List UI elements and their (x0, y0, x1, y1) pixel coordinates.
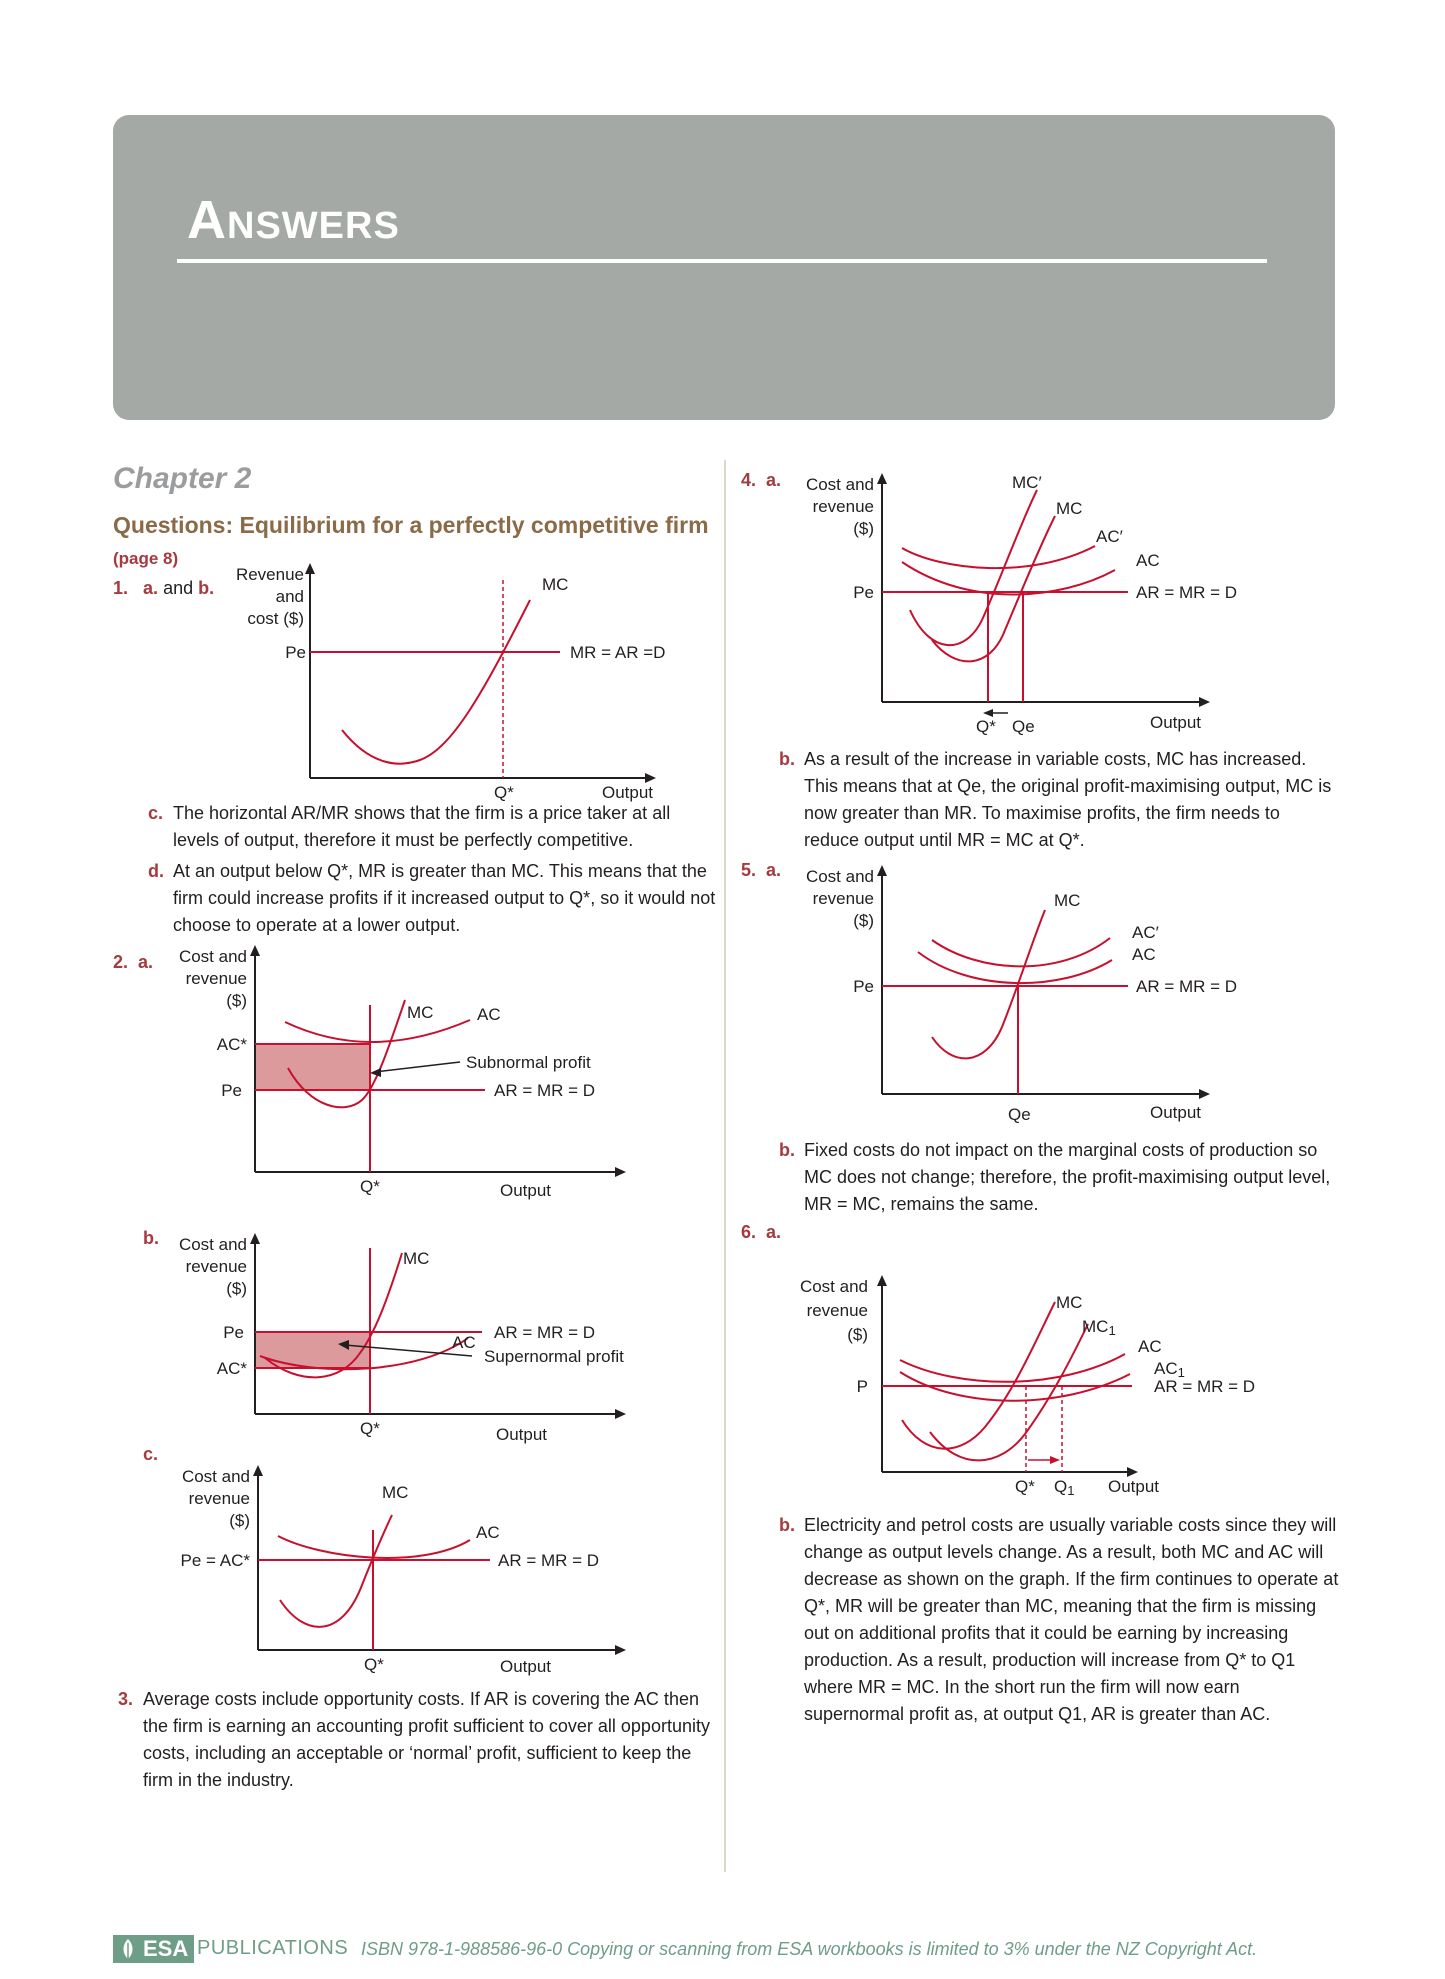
y-label-2: revenue (185, 969, 247, 988)
line-label: AR = MR = D (494, 1081, 596, 1100)
ac-curve (285, 1020, 470, 1042)
q3-text: Average costs include opportunity costs. If AR is covering the AC then the firm is earning an accounting profit sufficient to cover all opportunity costs, including an acceptable or ‘normal’ profit, sufficient to keep the firm in the industry. (143, 1689, 710, 1790)
q1-part-a: a. (143, 578, 159, 598)
q1-c-letter: c. (148, 803, 164, 823)
copyright-note: ISBN 978-1-988586-96-0 Copying or scanning from ESA workbooks is limited to 3% under the NZ Copyright Act. (361, 1939, 1258, 1959)
profit-pointer (375, 1062, 460, 1072)
publisher-name: PUBLICATIONS (197, 1937, 349, 1959)
pe-label: Pe (853, 583, 874, 602)
ac-label: AC (1136, 551, 1160, 570)
q4-number: 4. (741, 470, 757, 490)
pe-label: Pe (221, 1081, 242, 1100)
chart-q4a (790, 470, 1270, 740)
mc1-label: MC1 (1082, 1317, 1116, 1338)
q1-label (113, 578, 214, 599)
esa-logo (113, 1935, 194, 1963)
q4-part-a: a. (766, 470, 782, 490)
page-title: Answers (187, 190, 400, 250)
y-label-1: Cost and (805, 475, 874, 494)
ac-label: AC (476, 1523, 500, 1542)
y-label-1: Cost and (178, 947, 247, 966)
q1-c-text: The horizontal AR/MR shows that the firm is a price taker at all levels of output, therefore it must be perfectly competitive. (173, 803, 671, 850)
q1-d-answer (148, 858, 718, 939)
y-label-3: ($) (226, 991, 247, 1010)
chart-q6a (790, 1262, 1270, 1502)
q1-part-b: b. (198, 578, 215, 598)
q-star-label: Q* (1015, 1477, 1035, 1496)
line-label: MR = AR =D (570, 643, 666, 662)
y-label-1: Cost and (805, 867, 874, 886)
qe-label: Qe (1012, 717, 1035, 736)
q6-b-letter: b. (779, 1515, 795, 1535)
p-label: P (856, 1377, 868, 1396)
y-label-2: and (275, 587, 304, 606)
line-label: AR = MR = D (494, 1323, 596, 1342)
chart-q2a (170, 940, 640, 1210)
y-label-3: ($) (226, 1279, 247, 1298)
q3-number: 3. (118, 1689, 134, 1709)
q2-label (113, 952, 153, 973)
q1-d-text: At an output below Q*, MR is greater than MC. This means that the firm could increase profits if it increased output to Q*, so it would not choose to operate at a lower output. (173, 861, 716, 935)
q3-answer (118, 1686, 718, 1794)
mc-prime-label: MC′ (1012, 473, 1042, 492)
chapter-heading: Chapter 2 (113, 462, 252, 495)
q6-b-text: Electricity and petrol costs are usually variable costs since they will change as output levels change. As a result, both MC and AC will decrease as shown on the graph. If the firm continues to operate at Q*, MR will be greater than MC, meaning that the firm is missing out on additional profits that it could be earning by increasing production. As a result, production will increase from Q* to Q1 where MR = MC. In the short run the firm will now earn supernormal profit as, at output Q1, AR is greater than AC. (804, 1515, 1339, 1724)
q2-number: 2. (113, 952, 129, 972)
mc-label: MC (382, 1483, 409, 1502)
y-label-2: revenue (806, 1301, 868, 1320)
y-label-1: Cost and (799, 1277, 868, 1296)
x-label: Output (500, 1657, 552, 1676)
y-label-1: Cost and (178, 1235, 247, 1254)
q4-b-answer (779, 746, 1339, 854)
y-label-3: cost ($) (247, 609, 304, 628)
q-label: Q* (494, 783, 514, 802)
q4-b-text: As a result of the increase in variable costs, MC has increased. This means that at Qe, the original profit-maximising output, MC is now greater than MR. To maximise profits, the firm needs to reduce output until MR = MC at Q*. (804, 749, 1332, 850)
logo-text: ESA (143, 1936, 189, 1961)
x-label: Output (500, 1181, 552, 1200)
y-label-3: ($) (229, 1511, 250, 1530)
ac-prime-curve (902, 546, 1095, 568)
title-rule (177, 259, 1267, 263)
leaf-icon (118, 1937, 138, 1961)
y-label-2: revenue (188, 1489, 250, 1508)
x-label: Output (602, 783, 654, 802)
ac-star-label: AC* (216, 1035, 247, 1054)
ac-label: AC (477, 1005, 501, 1024)
q-label: Q* (360, 1419, 380, 1438)
q2-part-c: c. (143, 1444, 159, 1464)
line-label: AR = MR = D (498, 1551, 600, 1570)
ac-prime-curve (932, 938, 1110, 966)
ac1-label: AC1 (1154, 1359, 1185, 1380)
q6-label (741, 1222, 781, 1243)
chart-q2b (170, 1228, 640, 1468)
q1-and: and (163, 578, 194, 598)
y-label-3: ($) (853, 519, 874, 538)
x-label: Output (1150, 713, 1202, 732)
q5-label (741, 860, 781, 881)
mc-curve (280, 1515, 392, 1627)
mc-label: MC (1056, 499, 1083, 518)
x-label: Output (1150, 1103, 1202, 1122)
y-label-2: revenue (812, 497, 874, 516)
mc-curve (932, 516, 1055, 661)
ac-curve (900, 1354, 1125, 1382)
ac-label: AC (1138, 1337, 1162, 1356)
q1-c-answer (148, 800, 718, 854)
y-axis-arrow (305, 563, 315, 574)
line-label: AR = MR = D (1136, 977, 1238, 996)
mc-label: MC (542, 575, 569, 594)
line-label: AR = MR = D (1136, 583, 1238, 602)
profit-label: Subnormal profit (466, 1053, 591, 1072)
y-label-1: Revenue (235, 565, 304, 584)
subnormal-profit-area (255, 1044, 370, 1090)
y-label-2: revenue (812, 889, 874, 908)
q-label: Q* (360, 1177, 380, 1196)
mc-label: MC (407, 1003, 434, 1022)
page-footer (113, 1935, 1335, 1965)
profit-label: Supernormal profit (484, 1347, 624, 1366)
q1-number: 1. (113, 578, 129, 598)
q5-b-letter: b. (779, 1140, 795, 1160)
mc-label: MC (403, 1249, 430, 1268)
qe-label: Qe (1008, 1105, 1031, 1124)
chart-q5a (790, 862, 1270, 1132)
x-label: Output (1108, 1477, 1160, 1496)
mc-curve (902, 1302, 1055, 1449)
q6-number: 6. (741, 1222, 757, 1242)
q1-label: Q1 (1054, 1477, 1075, 1498)
y-label-1: Cost and (181, 1467, 250, 1486)
q6-b-answer (779, 1512, 1339, 1728)
q5-number: 5. (741, 860, 757, 880)
y-label-3: ($) (853, 911, 874, 930)
q4-label (741, 470, 781, 491)
q5-part-a: a. (766, 860, 782, 880)
q2-part-a: a. (138, 952, 154, 972)
line-label: AR = MR = D (1154, 1377, 1256, 1396)
q6-part-a: a. (766, 1222, 782, 1242)
q1-d-letter: d. (148, 861, 164, 881)
q5-b-answer (779, 1137, 1339, 1218)
mc-label: MC (1056, 1293, 1083, 1312)
ac-prime-label: AC′ (1096, 527, 1123, 546)
q5-b-text: Fixed costs do not impact on the marginal costs of production so MC does not change; therefore, the profit-maximising output level, MR = MC, remains the same. (804, 1140, 1331, 1214)
q-label: Q* (364, 1655, 384, 1674)
mc-curve (342, 600, 530, 764)
page-reference: (page 8) (113, 549, 179, 568)
q-star-label: Q* (976, 717, 996, 736)
x-label: Output (496, 1425, 548, 1444)
title-banner (113, 115, 1335, 420)
pe-label: Pe (853, 977, 874, 996)
y-label-2: revenue (185, 1257, 247, 1276)
mc-curve (932, 910, 1045, 1058)
ac-prime-label: AC′ (1132, 923, 1159, 942)
chart-q2c (170, 1460, 640, 1680)
y-label-3: ($) (847, 1325, 868, 1344)
ac-star-label: AC* (216, 1359, 247, 1378)
ac-label: AC (452, 1333, 476, 1352)
chart-q1 (230, 560, 690, 800)
mc-label: MC (1054, 891, 1081, 910)
q2-part-b: b. (143, 1228, 159, 1248)
price-label: Pe (285, 643, 306, 662)
column-divider (724, 460, 726, 1872)
question-title: Questions: Equilibrium for a perfectly competitive firm (113, 512, 709, 538)
x-axis-arrow (645, 773, 656, 783)
ac-curve (918, 952, 1112, 983)
pe-label: Pe (223, 1323, 244, 1342)
ac-label: AC (1132, 945, 1156, 964)
pe-label: Pe = AC* (180, 1551, 250, 1570)
q4-b-letter: b. (779, 749, 795, 769)
